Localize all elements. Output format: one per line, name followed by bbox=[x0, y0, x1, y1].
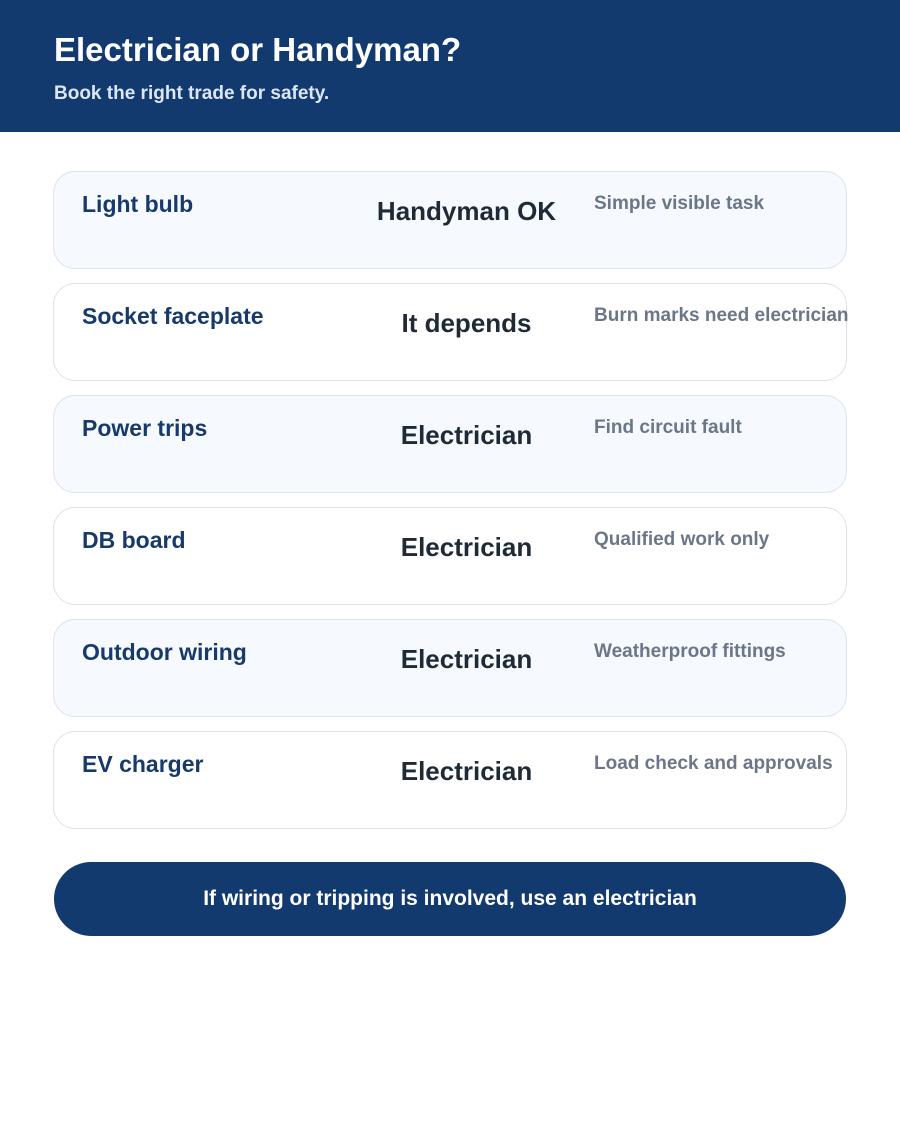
cta-label: If wiring or tripping is involved, use an electrician bbox=[203, 887, 697, 910]
trade-verdict: It depends bbox=[401, 308, 532, 338]
electrician-advice-button[interactable] bbox=[54, 862, 846, 936]
trade-verdict: Electrician bbox=[400, 644, 533, 674]
page-subtitle: Book the right trade for safety. bbox=[54, 83, 330, 104]
list-item bbox=[53, 619, 847, 717]
trade-comparison-list bbox=[53, 171, 847, 843]
task-note: Simple visible task bbox=[594, 193, 765, 214]
list-item bbox=[53, 731, 847, 829]
list-item bbox=[53, 283, 847, 381]
list-item bbox=[53, 171, 847, 269]
task-name: DB board bbox=[82, 527, 186, 553]
task-note: Weatherproof fittings bbox=[594, 641, 786, 662]
task-note: Qualified work only bbox=[594, 529, 770, 550]
task-name: EV charger bbox=[82, 751, 204, 777]
trade-verdict: Electrician bbox=[400, 420, 533, 450]
list-item bbox=[53, 395, 847, 493]
task-note: Find circuit fault bbox=[594, 417, 742, 438]
trade-verdict: Electrician bbox=[400, 532, 533, 562]
task-note: Burn marks need electrician bbox=[594, 305, 849, 326]
page-title: Electrician or Handyman? bbox=[54, 31, 462, 68]
task-name: Socket faceplate bbox=[82, 303, 264, 329]
page-header bbox=[0, 0, 900, 132]
task-note: Load check and approvals bbox=[594, 753, 833, 774]
trade-verdict: Electrician bbox=[400, 756, 533, 786]
trade-verdict: Handyman OK bbox=[376, 196, 557, 226]
task-name: Outdoor wiring bbox=[82, 639, 247, 665]
task-name: Light bulb bbox=[82, 191, 194, 217]
list-item bbox=[53, 507, 847, 605]
task-name: Power trips bbox=[82, 415, 208, 441]
